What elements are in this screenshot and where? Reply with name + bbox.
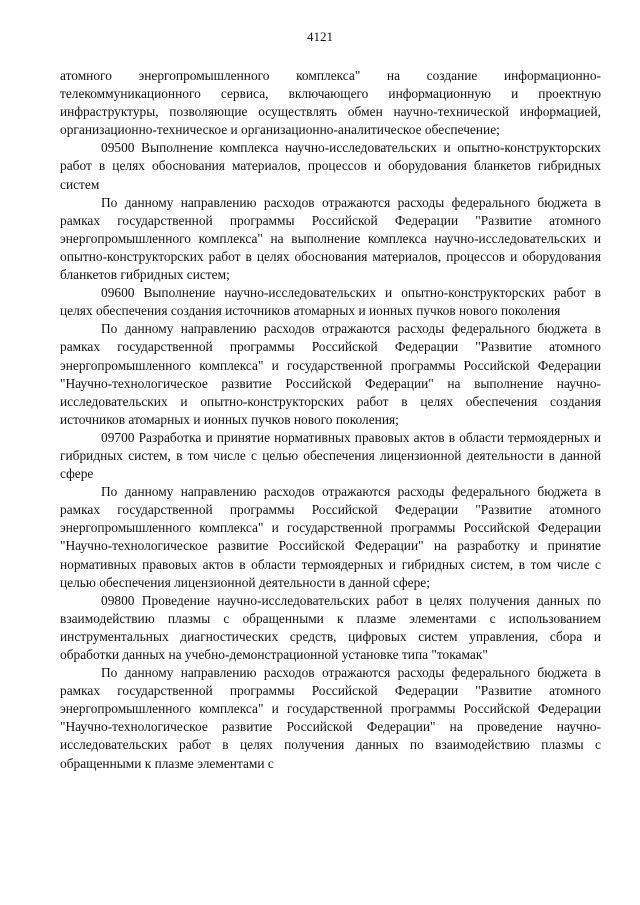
- paragraph-code-09600-description: По данному направлению расходов отражаются расходы федерального бюджета в рамках государственной программы Российской Федерации "Развитие атомного энергопромышленного комплекса" и государственной программы Российской Федерации "Научно-технологическое развитие Российской Федерации" на выполнение научно-исследовательских и опытно-конструкторских работ в целях обеспечения создания источников атомарных и ионных пучков нового поколения;: [60, 321, 601, 427]
- paragraph-code-09800-description: По данному направлению расходов отражаются расходы федерального бюджета в рамках государственной программы Российской Федерации "Развитие атомного энергопромышленного комплекса" и государственной программы Российской Федерации "Научно-технологическое развитие Российской Федерации" на проведение научно-исследовательских работ в целях получения данных по взаимодействию плазмы с обращенными к плазме элементами с: [60, 665, 601, 771]
- paragraph-code-09500-description: По данному направлению расходов отражаются расходы федерального бюджета в рамках государственной программы Российской Федерации "Развитие атомного энергопромышленного комплекса" на выполнение комплекса научно-исследовательских и опытно-конструкторских работ в целях обоснования материалов, процессов и оборудования бланкетов гибридных систем;: [60, 194, 601, 283]
- document-body: [60, 67, 601, 773]
- paragraph-code-09800-heading: 09800 Проведение научно-исследовательских работ в целях получения данных по взаимодействию плазмы с обращенными к плазме элементами с использованием инструментальных диагностических средств, цифровых систем управления, сбора и обработки данных на учебно-демонстрационной установке типа "токамак": [60, 592, 601, 662]
- paragraph-code-09500-heading: 09500 Выполнение комплекса научно-исследовательских и опытно-конструкторских работ в целях обоснования материалов, процессов и оборудования бланкетов гибридных систем: [60, 140, 601, 192]
- page-number: 4121: [307, 29, 333, 44]
- paragraph-code-09700-description: По данному направлению расходов отражаются расходы федерального бюджета в рамках государственной программы Российской Федерации "Развитие атомного энергопромышленного комплекса" и государственной программы Российской Федерации "Научно-технологическое развитие Российской Федерации" на разработку и принятие нормативных правовых актов в области термоядерных и гибридных систем, в том числе с целью обеспечения лицензионной деятельности в данной сфере;: [60, 484, 601, 590]
- paragraph-code-09700-heading: 09700 Разработка и принятие нормативных правовых актов в области термоядерных и гибридных систем, в том числе с целью обеспечения лицензионной деятельности в данной сфере: [60, 429, 601, 482]
- paragraph-code-09600-heading: 09600 Выполнение научно-исследовательских и опытно-конструкторских работ в целях обеспечения создания источников атомарных и ионных пучков нового поколения: [60, 285, 601, 319]
- paragraph-continuation: атомного энергопромышленного комплекса" на создание информационно-телекоммуникационного сервиса, включающего информационную и проектную инфраструктуры, позволяющие осуществлять обмен научно-технической информацией, организационно-техническое и организационно-аналитическое обеспечение;: [60, 68, 601, 138]
